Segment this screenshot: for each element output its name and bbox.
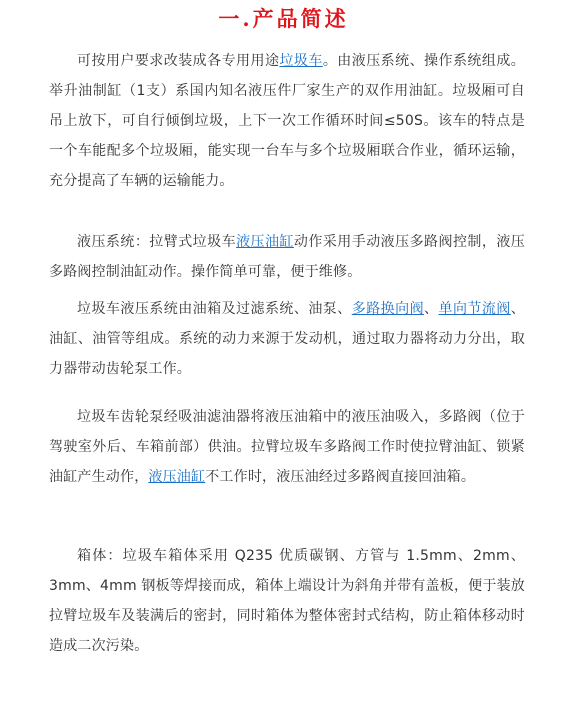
paragraph-text: 箱体：垃圾车箱体采用 Q235 优质碳钢、方管与 1.5mm、2mm、3mm、4mm 钢板等焊接而成，箱体上端设计为斜角并带有盖板，便于装放拉臂垃圾车及装满后的密封，同时箱体为整体密封式结构，防止箱体移动时造成二次污染。 xyxy=(49,548,525,654)
paragraph-text: 不工作时，液压油经过多路阀直接回油箱。 xyxy=(205,469,476,485)
paragraph-text: 。由液压系统、操作系统组成。举升油制缸（1支）系国内知名液压件厂家生产的双作用油缸。垃圾厢可自吊上放下，可自行倾倒垃圾，上下一次工作循环时间≤50S。该车的特点是一个车能配多个垃圾厢，能实现一台车与多个垃圾厢联合作业，循环运输，充分提高了车辆的运输能力。 xyxy=(49,53,525,189)
paragraph-text: 垃圾车液压系统由油箱及过滤系统、油泵、 xyxy=(77,301,352,317)
paragraph-text: 、 xyxy=(424,301,439,317)
paragraph-text: 垃圾车齿轮泵经吸油滤油器将液压油箱中的液压油吸入，多路阀（位于驾驶室外后、车箱前部）供油。拉臂垃圾车多路阀工作时使拉臂油缸、锁紧油缸产生动作， xyxy=(49,409,525,485)
paragraph-overview xyxy=(49,46,525,196)
paragraph-gear-pump xyxy=(49,402,525,492)
link-multiway-valve[interactable]: 多路换向阀 xyxy=(351,301,425,317)
paragraph-hydraulic-system xyxy=(49,227,525,287)
link-one-way-throttle-valve[interactable]: 单向节流阀 xyxy=(438,301,511,317)
paragraph-text: 液压系统：拉臂式垃圾车 xyxy=(77,234,237,250)
paragraph-text: 可按用户要求改装成各专用用途 xyxy=(77,53,280,69)
paragraph-system-components xyxy=(49,294,525,384)
paragraph-text: 动作采用手动液压多路阀控制，液压多路阀控制油缸动作。操作简单可靠，便于维修。 xyxy=(49,234,525,280)
section-title: 一.产品简述 xyxy=(218,6,349,31)
link-garbage-truck[interactable]: 垃圾车 xyxy=(279,53,323,69)
link-hydraulic-cylinder[interactable]: 液压油缸 xyxy=(236,234,294,250)
paragraph-box-body xyxy=(49,541,525,661)
paragraph-text: 、油缸、油管等组成。系统的动力来源于发动机，通过取力器将动力分出，取力器带动齿轮泵工作。 xyxy=(49,301,525,377)
link-hydraulic-cylinder[interactable]: 液压油缸 xyxy=(148,469,206,485)
